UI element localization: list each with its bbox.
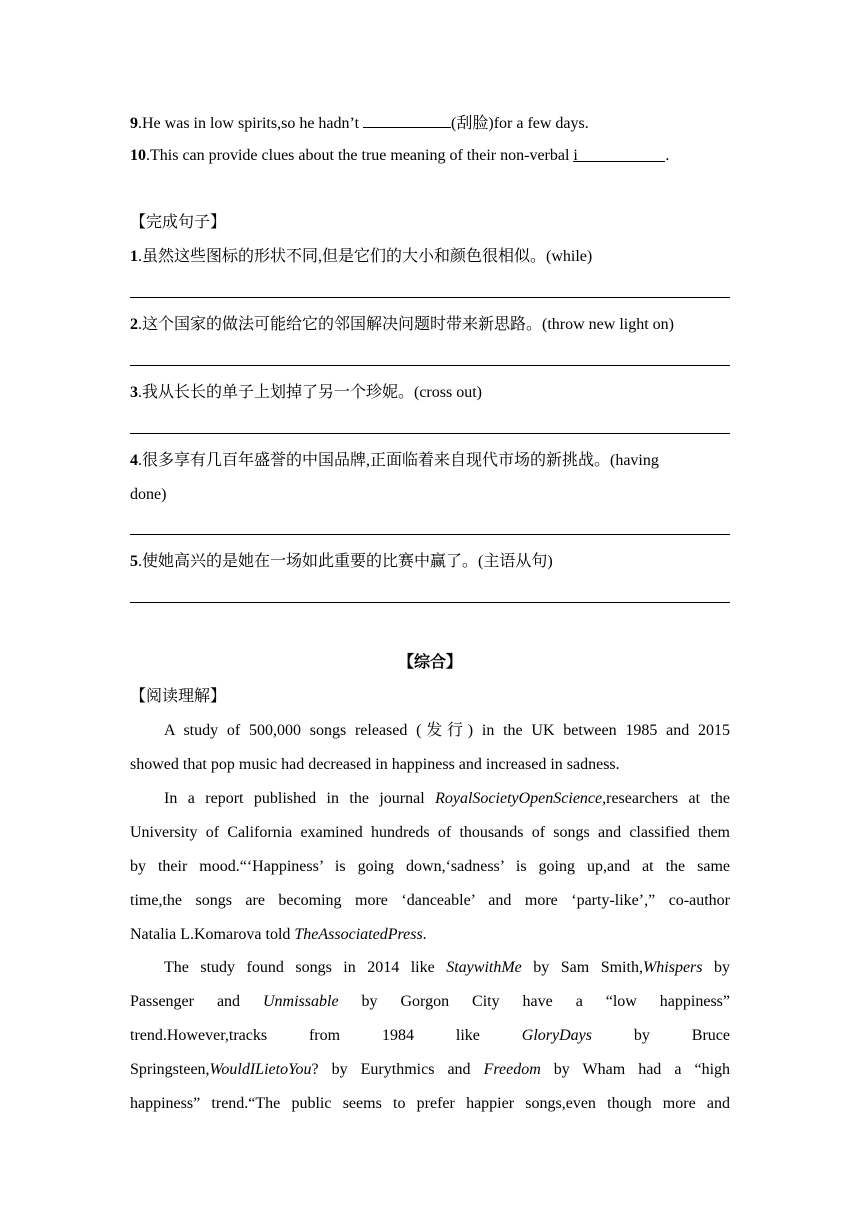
passage-line [130, 721, 730, 741]
passage-line [130, 789, 730, 809]
sentence-item-1 [130, 247, 730, 267]
answer-line[interactable] [130, 433, 730, 434]
passage-text: A study of 500,000 songs released (发行) in the UK between 1985 and 2015 [164, 722, 730, 739]
passage-line [130, 992, 730, 1012]
passage-text: The study found songs in 2014 like [164, 959, 447, 976]
answer-line[interactable] [130, 365, 730, 366]
passage-line [130, 755, 730, 775]
item-number: 4 [130, 452, 138, 469]
sentence-item-4-continued: done) [130, 486, 167, 503]
answer-line[interactable] [130, 602, 730, 603]
item-text-end: for a few days. [493, 115, 589, 132]
passage-text: by [702, 959, 731, 976]
passage-line [130, 1094, 730, 1114]
section-header-complete-sentences: 【完成句子】 [130, 214, 227, 231]
item-number: 10 [130, 147, 146, 164]
sentence-item-3 [130, 383, 730, 403]
passage-line [130, 1026, 730, 1046]
passage-line [130, 891, 730, 911]
item-text: .使她高兴的是她在一场如此重要的比赛中赢了。(主语从句) [138, 553, 553, 570]
item-text: .This can provide clues about the true meaning of their non-verbal [146, 147, 574, 164]
answer-line[interactable] [130, 297, 730, 298]
chinese-hint: (刮脸) [451, 115, 494, 132]
passage-text: . [422, 926, 427, 943]
section-title-comprehensive: 【综合】 [397, 654, 462, 671]
passage-line [130, 823, 730, 843]
item-text: .很多享有几百年盛誉的中国品牌,正面临着来自现代市场的新挑战。(having [138, 452, 659, 469]
passage-text: Passenger and [130, 993, 263, 1010]
item-text: .虽然这些图标的形状不同,但是它们的大小和颜色很相似。(while) [138, 248, 593, 265]
passage-text: by Sam Smith, [521, 959, 643, 976]
item-number: 9 [130, 115, 138, 132]
song-title: StaywithMe [446, 959, 522, 976]
sentence-item-4 [130, 451, 730, 471]
passage-line [130, 1060, 730, 1080]
passage-text: ? by Eurythmics and [311, 1061, 484, 1078]
passage-text: by Wham had a “high [540, 1061, 731, 1078]
passage-text: by Bruce [592, 1027, 731, 1044]
sentence-item-2 [130, 315, 730, 335]
publication-title: TheAssociatedPress [294, 926, 423, 943]
passage-line [130, 958, 730, 978]
item-text-end: . [665, 147, 670, 164]
passage-text: In a report published in the journal [164, 790, 436, 807]
passage-text: by their mood.“‘Happiness’ is going down,‘sadness’ is going up,and at the same [130, 858, 730, 875]
item-number: 3 [130, 384, 138, 401]
initial-letter: i [573, 147, 578, 164]
item-number: 1 [130, 248, 138, 265]
passage-text: Springsteen, [130, 1061, 210, 1078]
passage-line [130, 857, 730, 877]
journal-title: RoyalSocietyOpenScience [435, 790, 603, 807]
passage-text: Natalia L.Komarova told [130, 926, 295, 943]
section-header-reading: 【阅读理解】 [130, 688, 227, 705]
answer-blank[interactable] [363, 112, 451, 128]
answer-line[interactable] [130, 534, 730, 535]
item-number: 2 [130, 316, 138, 333]
vocab-item-10 [130, 146, 730, 166]
song-title: Whispers [642, 959, 703, 976]
item-text: .我从长长的单子上划掉了另一个珍妮。(cross out) [138, 384, 482, 401]
song-title: Freedom [483, 1061, 541, 1078]
passage-line [130, 925, 730, 945]
vocab-item-9 [130, 112, 730, 134]
item-text: .He was in low spirits,so he hadn’t [138, 115, 364, 132]
answer-blank[interactable] [573, 146, 665, 162]
passage-text: time,the songs are becoming more ‘danceable’ and more ‘party-like’,” co-author [130, 892, 730, 909]
passage-text: ,researchers at the [602, 790, 730, 807]
sentence-item-5 [130, 552, 730, 572]
passage-text: by Gorgon City have a “low happiness” [338, 993, 730, 1010]
item-text: .这个国家的做法可能给它的邻国解决问题时带来新思路。(throw new light on) [138, 316, 674, 333]
passage-text: University of California examined hundreds of thousands of songs and classified them [130, 824, 730, 841]
song-title: Unmissable [263, 993, 339, 1010]
song-title: WouldILietoYou [209, 1061, 312, 1078]
passage-text: showed that pop music had decreased in happiness and increased in sadness. [130, 756, 620, 773]
passage-text: happiness” trend.“The public seems to prefer happier songs,even though more and [130, 1095, 730, 1112]
item-number: 5 [130, 553, 138, 570]
passage-text: trend.However,tracks from 1984 like [130, 1027, 522, 1044]
song-title: GloryDays [521, 1027, 592, 1044]
